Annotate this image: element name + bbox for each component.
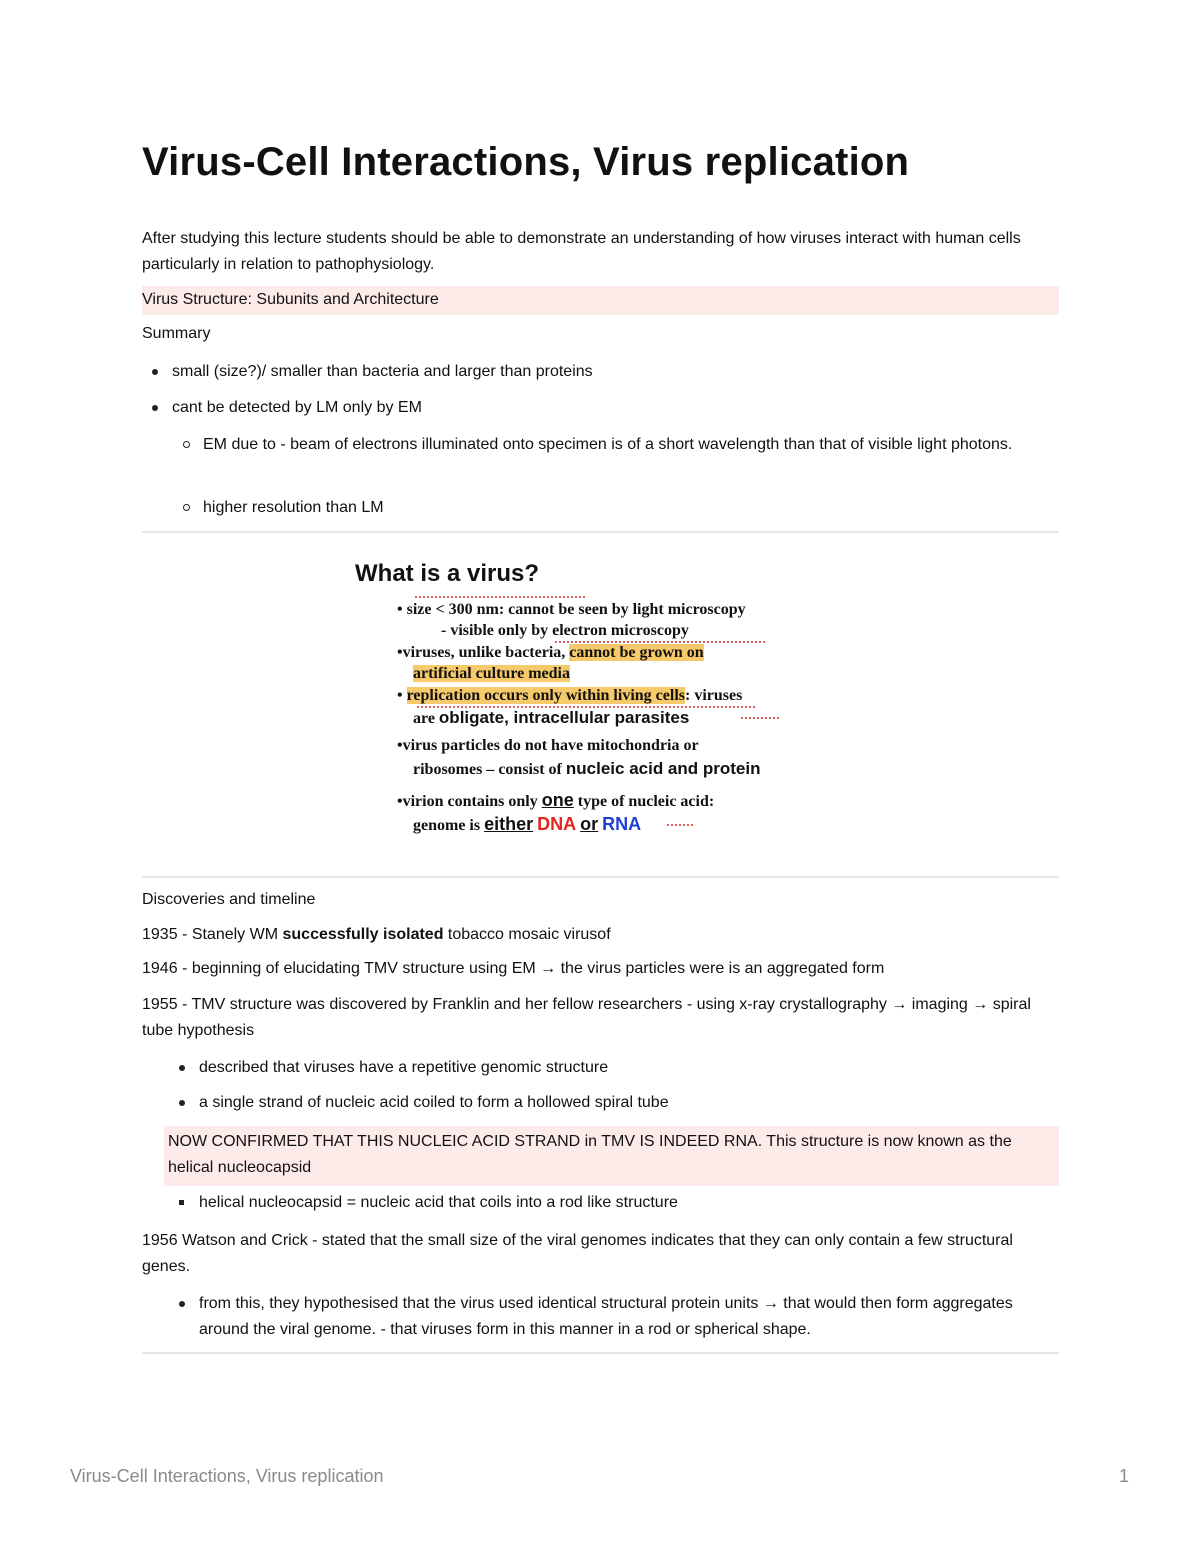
divider — [142, 1352, 1059, 1354]
divider — [142, 531, 1059, 533]
bullet-icon — [179, 1301, 185, 1307]
list-item: from this, they hypothesised that the virus used identical structural protein units → that would then form aggregates around the viral genome. - that viruses form in this manner in a rod or spherical shape. — [199, 1291, 1059, 1343]
spellcheck-underline — [415, 596, 585, 598]
list-item: helical nucleocapsid = nucleic acid that coils into a rod like structure — [199, 1190, 1049, 1216]
slide-line: are obligate, intracellular parasites — [413, 708, 690, 727]
timeline-1946: 1946 - beginning of elucidating TMV structure using EM → the virus particles were is an aggregated form — [142, 960, 885, 977]
list-item: cant be detected by LM only by EM — [172, 395, 1052, 421]
list-item: EM due to - beam of electrons illuminated onto specimen is of a short wavelength than that of visible light photons. — [203, 432, 1033, 458]
slide-line: ribosomes – consist of nucleic acid and protein — [413, 759, 761, 778]
list-item: higher resolution than LM — [203, 495, 1033, 521]
sub-bullet-icon — [183, 504, 190, 511]
list-item: described that viruses have a repetitive genomic structure — [199, 1055, 1049, 1081]
summary-label: Summary — [142, 325, 211, 342]
slide-line: •virus particles do not have mitochondria or — [397, 737, 699, 754]
slide-line: genome is either DNA or RNA — [413, 814, 642, 834]
slide-line: - visible only by electron microscopy — [441, 622, 689, 639]
slide-line: • size < 300 nm: cannot be seen by light microscopy — [397, 601, 746, 618]
bullet-icon — [179, 1065, 185, 1071]
callout-box: NOW CONFIRMED THAT THIS NUCLEIC ACID STRAND in TMV IS INDEED RNA. This structure is now known as the helical nucleocapsid — [164, 1126, 1059, 1186]
spellcheck-underline — [667, 824, 693, 826]
slide-line: • replication occurs only within living cells: viruses — [397, 687, 743, 704]
list-item: a single strand of nucleic acid coiled to form a hollowed spiral tube — [199, 1090, 1049, 1116]
spellcheck-underline — [741, 717, 781, 719]
slide-line: •virion contains only one type of nucleic acid: — [397, 790, 715, 810]
slide-line: artificial culture media — [413, 665, 570, 682]
intro-paragraph: After studying this lecture students should be able to demonstrate an understanding of how viruses interact with human cells particularly in relation to pathophysiology. — [142, 230, 1021, 273]
square-bullet-icon — [179, 1200, 184, 1205]
timeline-1935: 1935 - Stanely WM successfully isolated tobacco mosaic virusof — [142, 926, 611, 943]
section-heading-discoveries: Discoveries and timeline — [142, 891, 316, 908]
footer-title: Virus-Cell Interactions, Virus replication — [70, 1466, 384, 1486]
slide-title: What is a virus? — [355, 560, 540, 587]
list-item: small (size?)/ smaller than bacteria and larger than proteins — [172, 359, 1052, 385]
page-title: Virus-Cell Interactions, Virus replication — [142, 140, 910, 184]
section-heading-virus-structure: Virus Structure: Subunits and Architecture — [142, 286, 1059, 315]
slide-image-what-is-a-virus — [255, 558, 761, 848]
page-number: 1 — [1119, 1466, 1130, 1486]
sub-bullet-icon — [183, 441, 190, 448]
bullet-icon — [152, 405, 158, 411]
timeline-1956: 1956 Watson and Crick - stated that the small size of the viral genomes indicates that they can only contain a few structural genes. — [142, 1232, 1013, 1275]
bullet-icon — [179, 1100, 185, 1106]
divider — [142, 876, 1059, 878]
bullet-icon — [152, 369, 158, 375]
slide-line: •viruses, unlike bacteria, cannot be grown on — [397, 644, 704, 661]
timeline-1955: 1955 - TMV structure was discovered by Franklin and her fellow researchers - using x-ray crystallography → imaging → spiral tube hypothesis — [142, 996, 1031, 1039]
